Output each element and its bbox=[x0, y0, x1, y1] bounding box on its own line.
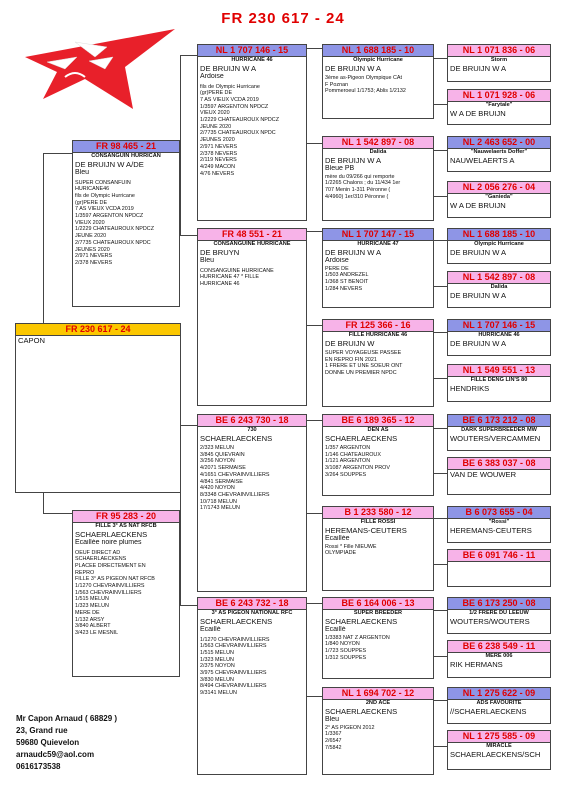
sire-color: Bleu bbox=[75, 169, 90, 176]
dss-ring: BE 6 189 365 - 12 bbox=[323, 415, 433, 427]
connector bbox=[306, 603, 322, 604]
g15-name: ADS FAVOURITE bbox=[476, 700, 522, 706]
sds-name: HURRICANE 47 bbox=[357, 241, 399, 247]
connector bbox=[43, 513, 72, 514]
g1-owner: DE BRUIJN W A bbox=[450, 64, 507, 73]
connector bbox=[306, 325, 322, 326]
sd-ring: FR 48 551 - 21 bbox=[198, 229, 306, 241]
dds-owner: SCHAERLAECKENS bbox=[325, 617, 398, 626]
gen3-dds-card[interactable] bbox=[322, 597, 434, 679]
g9-name: DARK SUPERBREEDER MW bbox=[461, 427, 537, 433]
gen3-dsd-card[interactable] bbox=[322, 506, 434, 591]
g12-ring: BE 6 091 746 - 11 bbox=[448, 550, 550, 562]
ss-ring: NL 1 707 146 - 15 bbox=[198, 45, 306, 57]
g11-owner: HEREMANS-CEUTERS bbox=[450, 526, 532, 535]
ddd-color: Bleu bbox=[325, 716, 340, 723]
g2-name: "Farytale" bbox=[485, 102, 513, 108]
connector bbox=[180, 55, 181, 235]
sd-notes: CONSANGUINE HURRICANE HURRICANE 47 * FILLE HURRICANE 46 bbox=[200, 267, 274, 287]
red-star-pigeons-icon bbox=[15, 17, 180, 117]
gen4-card-11[interactable] bbox=[447, 506, 551, 543]
dd-name: 3° AS PIGEON NATIONAL RFC bbox=[211, 610, 293, 616]
sdd-notes: SUPER VOYAGEUSE PASSEE EN REPRO FIN 2021 1 FRERE ET UNE SOEUR ONT DONNE UN PREMIER NPDC bbox=[325, 350, 403, 377]
contact-email[interactable]: arnaudc59@aol.com bbox=[16, 750, 95, 759]
dds-color: Ecaillé bbox=[325, 626, 346, 633]
sire-card[interactable] bbox=[72, 140, 180, 307]
sds-owner: DE BRUIJN W A bbox=[325, 248, 382, 257]
ss-color: Ardoise bbox=[200, 73, 224, 80]
ddd-owner: SCHAERLAECKENS bbox=[325, 707, 398, 716]
connector bbox=[433, 610, 447, 611]
dam-card[interactable] bbox=[72, 510, 180, 677]
g7-name: HURRICANE 46 bbox=[478, 332, 520, 338]
connector bbox=[433, 746, 447, 747]
g16-ring: NL 1 275 585 - 09 bbox=[448, 731, 550, 743]
connector bbox=[433, 196, 447, 197]
dam-name: FILLE 3° AS NAT RFCB bbox=[95, 523, 157, 529]
g14-owner: RIK HERMANS bbox=[450, 660, 503, 669]
sdd-name: FILLE HURRICANE 46 bbox=[348, 332, 408, 338]
dd-ring: BE 6 243 732 - 18 bbox=[198, 598, 306, 610]
connector bbox=[433, 332, 447, 333]
ssd-owner: DE BRUIJN W A bbox=[325, 156, 382, 165]
dds-name: SUPER BREEDER bbox=[353, 610, 403, 616]
connector bbox=[306, 143, 322, 144]
ds-ring: BE 6 243 730 - 18 bbox=[198, 415, 306, 427]
connector bbox=[180, 55, 197, 56]
ds-notes: 2/323 MELUN 3/845 QUIEVRAIN 3/256 NOYON 4/2071 SERMAISE 4/1651 CHEVRAINVILLIERS 4/841 SERMAISE 4/420 NOYON 8/3348 CHEVRAINVILLIERS 10/718 MELUN 17/1743 MELUN bbox=[200, 445, 270, 512]
g5-owner: DE BRUIJN W A bbox=[450, 248, 507, 257]
dam-owner: SCHAERLAECKENS bbox=[75, 530, 148, 539]
sdd-ring: FR 125 366 - 16 bbox=[323, 320, 433, 332]
g8-owner: HENDRIKS bbox=[450, 384, 490, 393]
gen4-card-14[interactable] bbox=[447, 640, 551, 678]
contact-city: 59680 Quievelon bbox=[16, 738, 80, 747]
connector bbox=[306, 513, 322, 514]
g13-ring: BE 6 173 250 - 08 bbox=[448, 598, 550, 610]
sire-notes: SUPER CONSANFUIN HURICANE46 fils de Olympic Hurricane (gr)PERE DE 7 AS VIEUX VCDA 2019 1/3597 ARGENTON NPDCZ VIEUX 2020 1/2229 CHATEAUROUX NPDCZ JEUNE 2020 2/7735 CHATEAUROUX NPDC JEUNES 2020 2/971 NEVERS 2/378 NEVERS bbox=[75, 179, 154, 266]
sire-owner: DE BRUIJN W A/DE bbox=[75, 160, 144, 169]
dsd-color: Ecaillée bbox=[325, 535, 350, 542]
contact-name: Mr Capon Arnaud ( 68829 ) bbox=[16, 714, 118, 723]
ddd-name: 2ND ACE bbox=[365, 700, 391, 706]
sss-notes: 3ème as-Pigeon Olympique CAt F Poznan Pommeroeul 1/1753; Ablis 1/2132 bbox=[325, 75, 406, 95]
sds-notes: PERE DE 1/503 ANDREZEL 1/368 ST BENOIT 1/284 NEVERS bbox=[325, 265, 369, 292]
ss-notes: fils de Olympic Hurricane (gr)PERE DE 7 AS VIEUX VCDA 2019 1/3597 ARGENTON NPDCZ VIEUX 2020 1/2229 CHATEAUROUX NPDCZ JEUNE 2020 2/7735 CHATEAUROUX NPDC JEUNES 2020 2/971 NEVERS 2/378 NEVERS 2/119 NEVERS 4/249 MACON 4/76 NEVERS bbox=[200, 83, 279, 177]
dsd-name: FILLE ROSSI bbox=[360, 519, 396, 525]
ssd-ring: NL 1 542 897 - 08 bbox=[323, 137, 433, 149]
subject-owner: CAPON bbox=[18, 336, 46, 345]
gen4-card-1[interactable] bbox=[447, 44, 551, 82]
gen4-card-2[interactable] bbox=[447, 89, 551, 125]
sire-ring: FR 98 465 - 21 bbox=[73, 141, 179, 153]
connector bbox=[433, 656, 447, 657]
gen4-card-9[interactable] bbox=[447, 414, 551, 451]
g15-owner: //SCHAERLAECKENS bbox=[450, 707, 527, 716]
ddd-notes: 2° AS PIGEON 2012 1/3367 2/6547 7/5842 bbox=[325, 724, 375, 751]
gen4-card-13[interactable] bbox=[447, 597, 551, 634]
ss-name: HURRICANE 46 bbox=[231, 57, 273, 63]
contact-phone: 0616173538 bbox=[16, 762, 61, 771]
gen4-card-7[interactable] bbox=[447, 319, 551, 356]
gen4-card-15[interactable] bbox=[447, 687, 551, 724]
g8-ring: NL 1 549 551 - 13 bbox=[448, 365, 550, 377]
grandsire-maternal-card[interactable] bbox=[197, 414, 307, 592]
gen4-card-16[interactable] bbox=[447, 730, 551, 770]
contact-street: 23, Grand rue bbox=[16, 726, 68, 735]
sd-name: CONSANGUINE HURRICANE bbox=[213, 241, 291, 247]
g4-owner: W A DE BRUIJN bbox=[450, 201, 506, 210]
g5-ring: NL 1 688 185 - 10 bbox=[448, 229, 550, 241]
ssd-color: Bleue PB bbox=[325, 165, 355, 172]
g14-ring: BE 6 238 549 - 11 bbox=[448, 641, 550, 653]
g8-name: FILLE DENG LIN'S 80 bbox=[470, 377, 528, 383]
g2-owner: W A DE BRUIJN bbox=[450, 109, 506, 118]
dam-ring: FR 95 283 - 20 bbox=[73, 511, 179, 523]
connector bbox=[433, 286, 447, 287]
g9-owner: WOUTERS/VERCAMMEN bbox=[450, 434, 541, 443]
g9-ring: BE 6 173 212 - 08 bbox=[448, 415, 550, 427]
dd-color: Ecaillé bbox=[200, 626, 221, 633]
g13-owner: WOUTERS/WOUTERS bbox=[450, 617, 530, 626]
connector bbox=[306, 48, 322, 49]
gen4-card-4[interactable] bbox=[447, 181, 551, 218]
connector bbox=[433, 518, 447, 519]
sss-ring: NL 1 688 185 - 10 bbox=[323, 45, 433, 57]
gen4-card-10[interactable] bbox=[447, 457, 551, 495]
connector bbox=[433, 473, 447, 474]
g3-owner: NAUWELAERTS A bbox=[450, 156, 515, 165]
ss-owner: DE BRUIJN W A bbox=[200, 64, 257, 73]
connector bbox=[306, 696, 322, 697]
pedigree-title: FR 230 617 - 24 bbox=[221, 10, 345, 27]
ds-owner: SCHAERLAECKENS bbox=[200, 434, 273, 443]
connector bbox=[433, 428, 447, 429]
dss-owner: SCHAERLAECKENS bbox=[325, 434, 398, 443]
owner-contact bbox=[16, 713, 117, 773]
gen3-dss-card[interactable] bbox=[322, 414, 434, 496]
g16-name: MIRACLE bbox=[486, 743, 512, 749]
connector bbox=[433, 240, 447, 241]
subject-ring: FR 230 617 - 24 bbox=[16, 324, 180, 336]
ssd-notes: mère du 09/266 qui remporte 1/2265 Chalons ; du 11/434 1er 707 Menin 1-311 Péronne ( 4/4960) 1er/310 Péronne ( bbox=[325, 173, 401, 200]
g6-ring: NL 1 542 897 - 08 bbox=[448, 272, 550, 284]
ssd-name: Dalida bbox=[369, 149, 387, 155]
g13-name: 1/2 FRERE DU LEEUW bbox=[469, 610, 529, 616]
sd-color: Bleu bbox=[200, 257, 215, 264]
connector bbox=[306, 231, 322, 232]
gen3-sdd-card[interactable] bbox=[322, 319, 434, 407]
dds-ring: BE 6 164 006 - 13 bbox=[323, 598, 433, 610]
sdd-owner: DE BRUIJN W bbox=[325, 339, 375, 348]
g14-name: MERE 006 bbox=[485, 653, 513, 659]
g16-owner: SCHAERLAECKENS/SCH bbox=[450, 750, 541, 759]
connector bbox=[433, 150, 447, 151]
sss-name: Olympic Hurricane bbox=[353, 57, 403, 63]
ddd-ring: NL 1 694 702 - 12 bbox=[323, 688, 433, 700]
ds-name: 730 bbox=[247, 427, 257, 433]
sss-owner: DE BRUIJN W A bbox=[325, 64, 382, 73]
g4-ring: NL 2 056 276 - 04 bbox=[448, 182, 550, 194]
dd-notes: 1/1270 CHEVRAINVILLIERS 1/563 CHEVRAINVILLIERS 1/515 MELUN 1/323 MELUN 2/375 NOYON 3/975 CHEVRAINVILLIERS 3/830 MELUN 8/494 CHEVRAINVILLIERS 9/3141 MELUN bbox=[200, 636, 270, 697]
granddam-paternal-card[interactable] bbox=[197, 228, 307, 406]
g1-ring: NL 1 071 836 - 06 bbox=[448, 45, 550, 57]
connector bbox=[43, 153, 44, 323]
gen3-sds-card[interactable] bbox=[322, 228, 434, 308]
sds-color: Ardoise bbox=[325, 257, 349, 264]
connector bbox=[433, 58, 447, 59]
dd-owner: SCHAERLAECKENS bbox=[200, 617, 273, 626]
gen4-card-8[interactable] bbox=[447, 364, 551, 402]
connector bbox=[43, 493, 44, 513]
dam-notes: OEUF DIRECT AD SCHAERLAECKENS PLACEE DIRECTEMENT EN REPRO FILLE 3° AS PIGEON NAT RFCB 1/1270 CHEVRAINVILLIERS 1/563 CHEVRAINVILLIERS 1/515 MELUN 1/323 MELUN MERE DE 1/132 ARSY 3/840 ALBERT 3/423 LE MESNIL bbox=[75, 549, 155, 636]
g1-name: Storm bbox=[490, 57, 508, 63]
gen3-ssd-card[interactable] bbox=[322, 136, 434, 221]
granddam-maternal-card[interactable] bbox=[197, 597, 307, 775]
g7-ring: NL 1 707 146 - 15 bbox=[448, 320, 550, 332]
connector bbox=[433, 700, 447, 701]
dam-color: Ecaillée noire plumes bbox=[75, 539, 142, 546]
g4-name: "Ganieda" bbox=[485, 194, 513, 200]
g10-ring: BE 6 383 037 - 08 bbox=[448, 458, 550, 470]
g7-owner: DE BRUIJN W A bbox=[450, 339, 507, 348]
g10-owner: VAN DE WOUWER bbox=[450, 470, 517, 479]
gen4-card-5[interactable] bbox=[447, 228, 551, 264]
connector bbox=[306, 420, 322, 421]
g3-ring: NL 2 463 652 - 00 bbox=[448, 137, 550, 149]
connector bbox=[433, 104, 447, 105]
gen4-card-3[interactable] bbox=[447, 136, 551, 172]
g2-ring: NL 1 071 928 - 06 bbox=[448, 90, 550, 102]
g15-ring: NL 1 275 622 - 09 bbox=[448, 688, 550, 700]
dsd-owner: HEREMANS-CEUTERS bbox=[325, 526, 407, 535]
g6-owner: DE BRUIJN W A bbox=[450, 291, 507, 300]
sd-owner: DE BRUYN bbox=[200, 248, 240, 257]
gen3-ddd-card[interactable] bbox=[322, 687, 434, 775]
gen4-card-12[interactable] bbox=[447, 549, 551, 587]
dss-notes: 1/357 ARGENTON 1/146 CHATEAUROUX 1/121 ARGENTON 3/1087 ARGENTON PROV 3/264 SOUPPES bbox=[325, 445, 390, 478]
connector bbox=[180, 235, 197, 236]
connector bbox=[433, 378, 447, 379]
dss-name: DEN AS bbox=[367, 427, 389, 433]
dsd-notes: Rossi * Fille NIEUWE OLYMPIADE bbox=[325, 543, 377, 557]
pigeon-logo bbox=[15, 17, 180, 117]
sds-ring: NL 1 707 147 - 15 bbox=[323, 229, 433, 241]
subject-card[interactable] bbox=[15, 323, 181, 493]
connector bbox=[180, 605, 197, 606]
grandsire-paternal-card[interactable] bbox=[197, 44, 307, 221]
g11-name: "Rossi" bbox=[488, 519, 510, 525]
connector bbox=[180, 425, 197, 426]
connector bbox=[433, 564, 447, 565]
sire-name: CONSANGUIN HURRICAN bbox=[91, 153, 161, 159]
gen4-card-6[interactable] bbox=[447, 271, 551, 308]
g6-name: Dalida bbox=[490, 284, 508, 290]
gen3-sss-card[interactable] bbox=[322, 44, 434, 119]
g3-name: "Nauwelaerts Doffer" bbox=[470, 149, 528, 155]
g11-ring: B 6 073 655 - 04 bbox=[448, 507, 550, 519]
dds-notes: 1/3383 NAT Z ARGENTON 1/840 NOYON 1/723 SOUPPES 1/312 SOUPPES bbox=[325, 634, 390, 661]
connector bbox=[43, 153, 72, 154]
dsd-ring: B 1 233 580 - 12 bbox=[323, 507, 433, 519]
g5-name: Olympic Hurricane bbox=[474, 241, 524, 247]
